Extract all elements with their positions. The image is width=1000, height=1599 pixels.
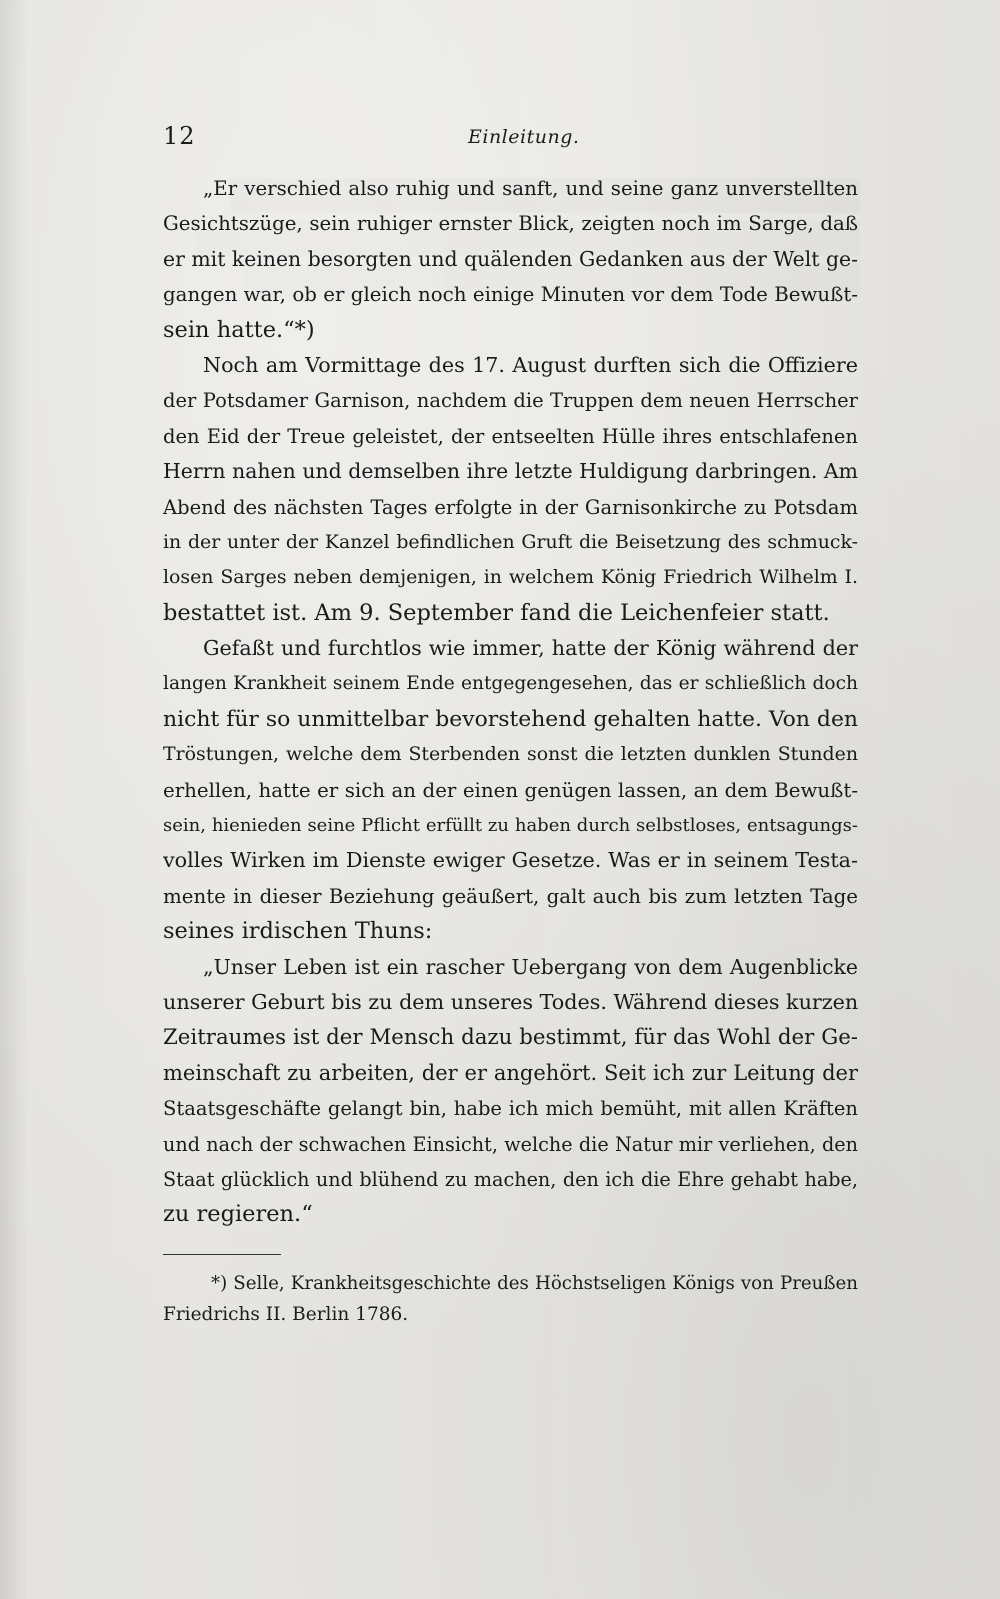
text-line: sein hatte.“*) <box>163 316 315 343</box>
text-line: erhellen, hatte er sich an der einen genügen lassen, an dem Bewußt- <box>163 778 858 802</box>
text-line: Gefaßt und furchtlos wie immer, hatte der König während der <box>203 636 858 661</box>
text-line: Tröstungen, welche dem Sterbenden sonst die letzten dunklen Stunden <box>163 743 858 766</box>
text-line: zu regieren.“ <box>163 1201 313 1228</box>
text-line: gangen war, ob er gleich noch einige Minuten vor dem Tode Bewußt- <box>163 283 858 307</box>
text-line: Staatsgeschäfte gelangt bin, habe ich mich bemüht, mit allen Kräften <box>163 1097 858 1121</box>
text-line: langen Krankheit seinem Ende entgegengesehen, das er schließlich doch <box>163 673 858 695</box>
text-line: sein, hienieden seine Pflicht erfüllt zu haben durch selbstloses, entsagungs- <box>163 815 858 837</box>
text-line: Gesichtszüge, sein ruhiger ernster Blick, zeigten noch im Sarge, daß <box>163 212 858 236</box>
text-line: und nach der schwachen Einsicht, welche die Natur mir verliehen, den <box>163 1132 858 1156</box>
main-text <box>163 171 858 1233</box>
text-line: nicht für so unmittelbar bevorstehend gehalten hatte. Von den <box>163 706 858 732</box>
text-line: Abend des nächsten Tages erfolgte in der Garnisonkirche zu Potsdam <box>163 495 858 519</box>
text-line: mente in dieser Beziehung geäußert, galt auch bis zum letzten Tage <box>163 884 858 908</box>
page-number: 12 <box>163 122 196 150</box>
text-line: Staat glücklich und blühend zu machen, den ich die Ehre gehabt habe, <box>163 1167 858 1191</box>
text-line: unserer Geburt bis zu dem unseres Todes. Während dieses kurzen <box>163 989 858 1014</box>
text-line: „Er verschied also ruhig und sanft, und seine ganz unverstellten <box>203 177 858 200</box>
footnote-line: Friedrichs II. Berlin 1786. <box>163 1304 409 1325</box>
text-line: volles Wirken im Dienste ewiger Gesetze. Was er in seinem Testa- <box>163 848 858 873</box>
text-line: den Eid der Treue geleistet, der entseelten Hülle ihres entschlafenen <box>163 424 858 448</box>
footnote-rule <box>163 1254 281 1255</box>
text-line: meinschaft zu arbeiten, der er angehört. Seit ich zur Leitung der <box>163 1060 858 1085</box>
text-line: „Unser Leben ist ein rascher Uebergang von dem Augenblicke <box>203 954 858 979</box>
footnote-line: *) Selle, Krankheitsgeschichte des Höchstseligen Königs von Preußen <box>211 1273 858 1294</box>
footnote <box>163 1268 858 1330</box>
running-head: Einleitung. <box>468 126 580 148</box>
text-line: Herrn nahen und demselben ihre letzte Huldigung darbringen. Am <box>163 459 858 484</box>
text-line: seines irdischen Thuns: <box>163 918 433 945</box>
text-line: der Potsdamer Garnison, nachdem die Truppen dem neuen Herrscher <box>163 389 858 413</box>
page-header <box>163 122 858 158</box>
text-line: Zeitraumes ist der Mensch dazu bestimmt, für das Wohl der Ge- <box>163 1025 858 1051</box>
text-line: Noch am Vormittage des 17. August durften sich die Offiziere <box>203 352 858 377</box>
text-line: bestattet ist. Am 9. September fand die Leichenfeier statt. <box>163 599 830 626</box>
text-line: in der unter der Kanzel befindlichen Gruft die Beisetzung des schmuck- <box>163 530 858 553</box>
text-line: losen Sarges neben demjenigen, in welchem König Friedrich Wilhelm I. <box>163 566 858 589</box>
text-line: er mit keinen besorgten und quälenden Gedanken aus der Welt ge- <box>163 246 858 271</box>
